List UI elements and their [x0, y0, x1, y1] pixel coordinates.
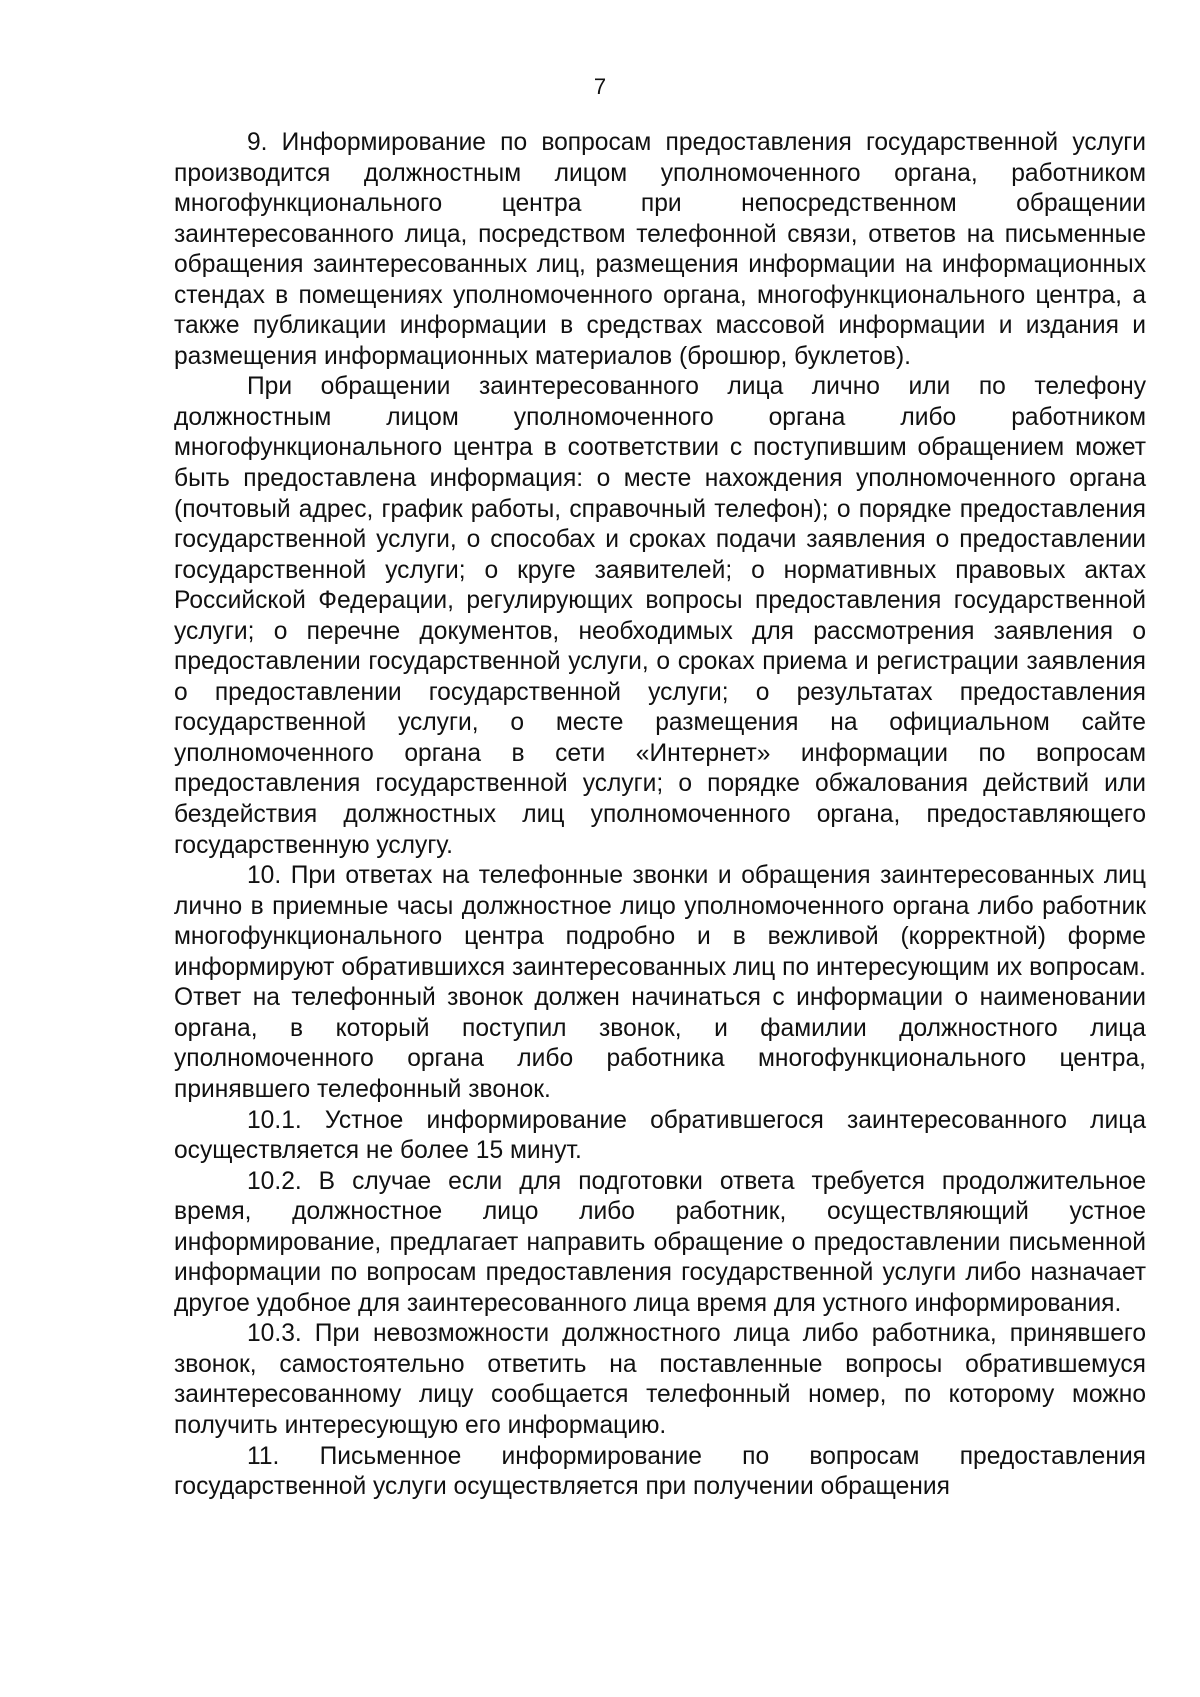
page-number: 7	[593, 74, 607, 99]
paragraph-10-2: 10.2. В случае если для подготовки ответа требуется продолжительное время, должностное лицо либо работник, осуществляющий устное информирование, предлагает направить обращение о предоставлении письменной информации по вопросам предоставления государственной услуги либо назначает другое удобное для заинтересованного лица время для устного информирования.	[174, 1167, 1146, 1317]
paragraph-9-contact-info: При обращении заинтересованного лица лично или по телефону должностным лицом уполномоченного органа либо работником многофункционального центра в соответствии с поступившим обращением может быть предоставлена информация: о месте нахождения уполномоченного органа (почтовый адрес, график работы, справочный телефон); о порядке предоставления государственной услуги, о способах и сроках подачи заявления о предоставлении государственной услуги; о круге заявителей; о нормативных правовых актах Российской Федерации, регулирующих вопросы предоставления государственной услуги; о перечне документов, необходимых для рассмотрения заявления о предоставлении государственной услуги, о сроках приема и регистрации заявления о предоставлении государственной услуги; о результатах предоставления государственной услуги, о месте размещения на официальном сайте уполномоченного органа в сети «Интернет» информации по вопросам предоставления государственной услуги; о порядке обжалования действий или бездействия должностных лиц уполномоченного органа, предоставляющего государственную услугу.	[174, 373, 1146, 859]
paragraph-10: 10. При ответах на телефонные звонки и обращения заинтересованных лиц лично в приемные часы должностное лицо уполномоченного органа либо работник многофункционального центра подробно и в вежливой (корректной) форме информируют обратившихся заинтересованных лиц по интересующим их вопросам. Ответ на телефонный звонок должен начинаться с информации о наименовании органа, в который поступил звонок, и фамилии должностного лица уполномоченного органа либо работника многофункционального центра, принявшего телефонный звонок.	[174, 862, 1146, 1103]
paragraph-9: 9. Информирование по вопросам предоставления государственной услуги производится должностным лицом уполномоченного органа, работником многофункционального центра при непосредственном обращении заинтересованного лица, посредством телефонной связи, ответов на письменные обращения заинтересованных лиц, размещения информации на информационных стендах в помещениях уполномоченного органа, многофункционального центра, а также публикации информации в средствах массовой информации и издания и размещения информационных материалов (брошюр, буклетов).	[174, 129, 1146, 370]
paragraph-10-3: 10.3. При невозможности должностного лица либо работника, принявшего звонок, самостоятельно ответить на поставленные вопросы обратившемуся заинтересованному лицу сообщается телефонный номер, по которому можно получить интересующую его информацию.	[174, 1320, 1146, 1439]
paragraph-10-1: 10.1. Устное информирование обратившегося заинтересованного лица осуществляется не более 15 минут.	[174, 1106, 1146, 1165]
document-body	[174, 128, 1146, 1503]
paragraph-11: 11. Письменное информирование по вопросам предоставления государственной услуги осуществляется при получении обращения	[174, 1442, 1146, 1501]
